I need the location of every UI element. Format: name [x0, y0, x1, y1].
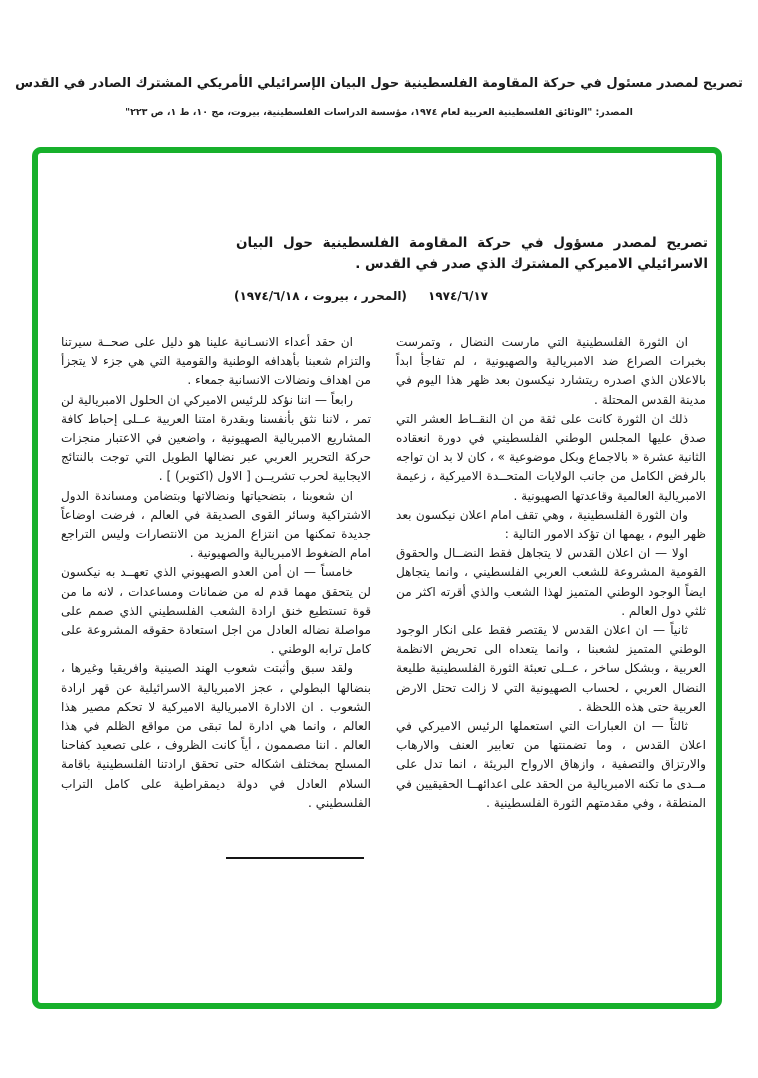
paragraph: ثالثاً — ان العبارات التي استعملها الرئيس الاميركي في اعلان القدس ، وما تضمنتها من تعابير العنف والارهاب والارتزاق والتصفية ، وازهاق الارواح البريئة ، انما تدل على مــدى ما تكنه الامبريالية من الحقد على اعدائهــا الحقيقيين في المنطقة ، وفي مقدمتهم الثورة الفلسطينية .	[396, 719, 706, 810]
paragraph: خامساً — ان أمن العدو الصهيوني الذي تعهــد به نيكسون لن يتحقق مهما قدم له من ضمانات ومساعدات ، لانه ما من قوة تستطيع خنق ارادة الشعب الفلسطيني الذي صمم على مواصلة نضاله العادل من اجل استعادة حقوقه المشروعة على كامل ترابه الوطني .	[61, 565, 371, 657]
document-scan	[38, 153, 716, 1003]
document-date: ١٩٧٤/٦/١٧	[428, 289, 489, 303]
header-title: تصريح لمصدر مسئول في حركة المقاومة الفلسطينية حول البيان الإسرائيلي الأمريكي المشترك الصادر في القدس	[15, 76, 743, 91]
paragraph: ان حقد أعداء الانسـانية علينا هو دليل على صحــة سيرتنا والتزام شعبنا بأهدافه الوطنية والقومية التي هي جزء لا يتجزأ من اهداف ونضالات الانسانية جمعاء .	[61, 335, 371, 388]
paragraph: ان الثورة الفلسطينية التي مارست النضال ، وتمرست بخبرات الصراع ضد الامبريالية والصهيونية ، لم تفاجأ ابداً بالاعلان الذي اصدره ريتشارد نيكسون بعد ظهر هذا اليوم في مدينة القدس المحتلة .	[396, 335, 706, 407]
document-scan-frame	[32, 147, 722, 1009]
end-divider	[226, 857, 364, 859]
paragraph: ذلك ان الثورة كانت على ثقة من ان النقــاط العشر التي صدق عليها المجلس الوطني الفلسطيني في دورة انعقاده الثانية عشرة « بالاجماع وبكل موضوعية » ، كان لا بد ان تواجه بالرفض الكامل من جانب الولايات المتحــدة الاميركية ، زعيمة الامبريالية العالمية وقاعدتها الصهيونية .	[396, 411, 706, 503]
paragraph: اولا — ان اعلان القدس لا يتجاهل فقط النضــال والحقوق القومية المشروعة للشعب العربي الفلسطيني ، وانما يتجاهل ايضاً الوجود الوطني المتميز لهذا الشعب والذي أقرته اكثر من ثلثي دول العالم .	[396, 546, 706, 618]
paragraph: ثانياً — ان اعلان القدس لا يقتصر فقط على انكار الوجود الوطني المتميز لشعبنا ، وانما يتعداه الى تحريض الانظمة العربية ، وبشكل ساخر ، عــلى تعبئة الثورة الفلسطينية طليعة النضال العربي ، لحساب الصهيونية التي لا زالت تحتل الارض العربية حتى هذه اللحظة .	[396, 623, 706, 714]
document-body	[61, 333, 706, 813]
document-publisher: (المحرر ، بيروت ، ١٩٧٤/٦/١٨)	[234, 289, 407, 303]
paragraph: ولقد سبق وأثبتت شعوب الهند الصينية وافريقيا وغيرها ، بنضالها البطولي ، عجز الامبريالية الاسرائيلية عن قهر ارادة الشعوب . ان الادارة الامبريالية الاميركية لا تحكم مصير هذا العالم ، وانما هي ادارة لما تبقى من مواقع الظلم في هذا العالم . اننا مصممون ، أياً كانت الظروف ، على تصعيد كفاحنا المسلح بمختلف اشكاله حتى تحقق ارادتنا الفلسطينية باقامة السلام العادل في دولة ديمقراطية على كامل التراب الفلسطيني .	[61, 661, 371, 810]
text-column-right	[396, 333, 706, 813]
paragraph: ان شعوبنا ، بتضحياتها ونضالاتها وبتضامن ومساندة الدول الاشتراكية وسائر القوى الصديقة في العالم ، فرضت اوضاعاً جديدة تمكنها من انتزاع المزيد من الانتصارات وليس التراجع امام الضغوط الامبريالية والصهيونية .	[61, 488, 371, 561]
paragraph: رابعاً — اننا نؤكد للرئيس الاميركي ان الحلول الامبريالية لن تمر ، لاننا نثق بأنفسنا وبقدرة امتنا العربية عــلى إحباط كافة المشاريع الامبريالية الصهيونية ، واضعين في الاعتبار منجزات حركة التحرير العربي عبر نضالها الطويل التي توجت بالنتائج الايجابية لحرب تشريــن [ الاول (اكتوبر) ] .	[61, 392, 371, 484]
header-source-citation: المصدر: "الوثائق الفلسطينية العربية لعام ١٩٧٤، مؤسسة الدراسات الفلسطينية، بيروت، مج ١٠، ط ١، ص ٢٢٣"	[125, 107, 633, 118]
document-title: تصريح لمصدر مسؤول في حركة المقاومة الفلسطينية حول البيان الاسرائيلي الاميركي المشترك الذي صدر في القدس .	[236, 235, 708, 272]
text-column-left	[61, 333, 371, 813]
paragraph: وان الثورة الفلسطينية ، وهي تقف امام اعلان نيكسون بعد ظهر اليوم ، يهمها ان تؤكد الامور التالية :	[396, 507, 706, 542]
